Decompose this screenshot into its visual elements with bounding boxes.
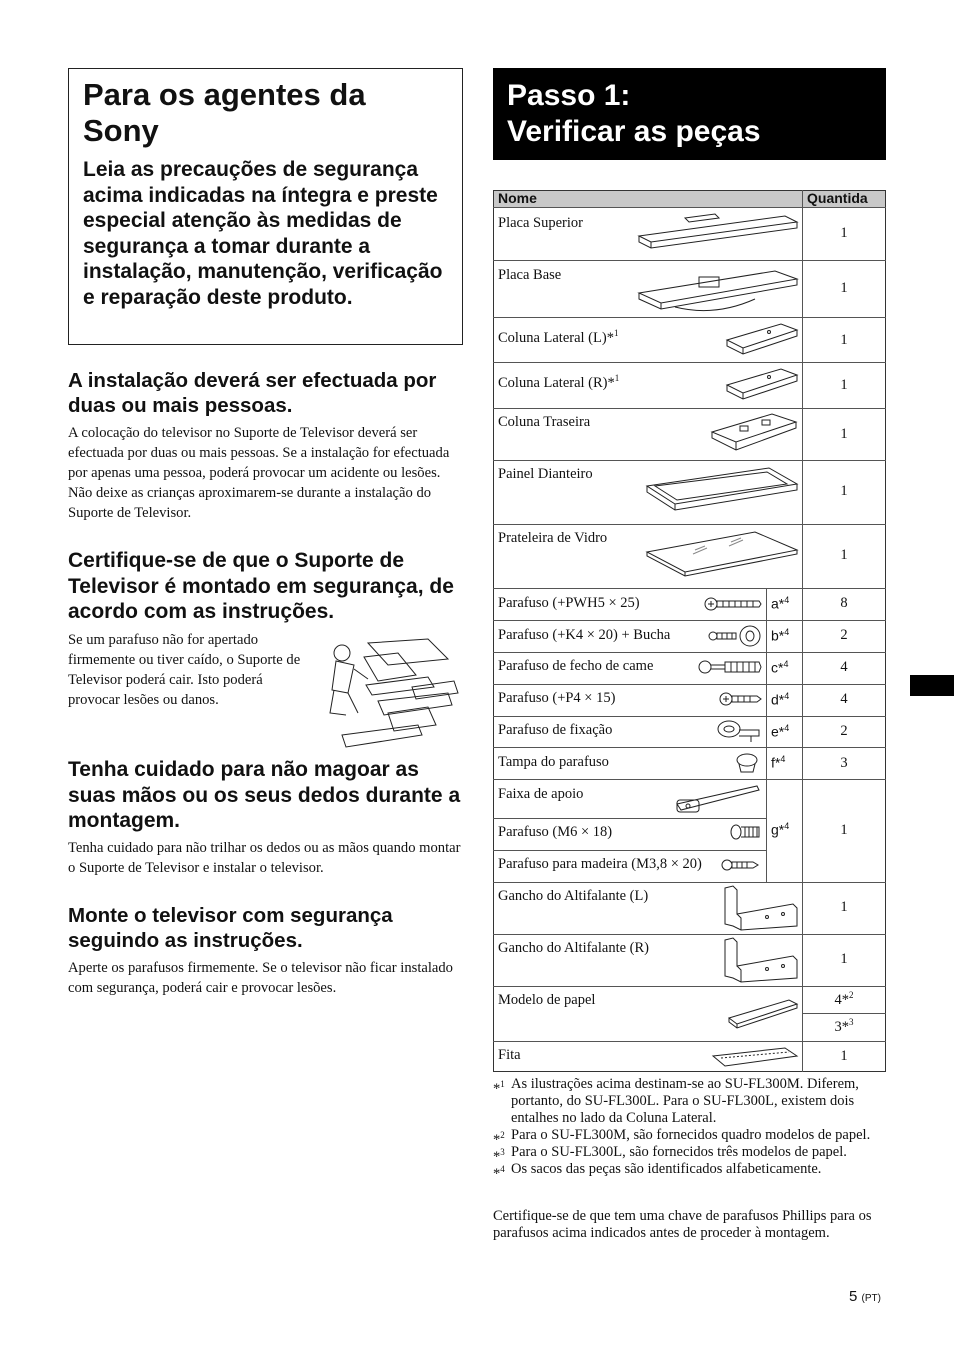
part-letter-e: e*$^4$ (771, 723, 790, 740)
speaker-hook-r-illustration (723, 936, 799, 984)
part-letter-g: g*$^4$ (771, 821, 790, 838)
screw-d-illustration (719, 690, 763, 708)
row-divider (493, 986, 886, 987)
page-number: 5 (PT) (849, 1288, 881, 1305)
footnote: *$^1$ As ilustrações acima destinam-se ao SU-FL300M. Diferem, portanto, do SU-FL300L. Para o SU-FL300L, existem dois entalhes no lado da Coluna Lateral. (493, 1076, 859, 1126)
side-column-l-illustration (725, 322, 800, 360)
part-letter-a: a*$^4$ (771, 595, 790, 612)
header-quantity: Quantida (807, 190, 868, 206)
footnotes (493, 1076, 886, 1182)
row-divider (493, 1041, 886, 1042)
part-qty: 8 (840, 595, 848, 611)
part-qty: 1 (840, 1048, 848, 1064)
part-name-parafuso-m6: Parafuso (M6 × 18) (498, 824, 613, 840)
front-panel-illustration (645, 464, 800, 522)
rear-column-illustration (710, 410, 800, 458)
footnote: *$^3$ Para o SU-FL300L, são fornecidos três modelos de papel. (493, 1144, 847, 1165)
part-name-parafuso-p4: Parafuso (+P4 × 15) (498, 690, 616, 706)
part-name-prateleira-de-vidro: Prateleira de Vidro (498, 530, 608, 546)
row-divider (493, 207, 886, 208)
part-name-modelo-papel: Modelo de papel (498, 992, 596, 1008)
section-heading: Certifique-se de que o Suporte de Televisor é montado em segurança, de acordo com as instruções. (68, 549, 454, 623)
part-qty-l: 3*$^3$ (834, 1017, 854, 1035)
part-qty: 1 (840, 426, 848, 442)
part-name-parafuso-pwh5: Parafuso (+PWH5 × 25) (498, 595, 640, 611)
part-qty: 4 (840, 659, 848, 675)
section-text: Tenha cuidado para não trilhar os dedos ou as mãos quando montar o Suporte de Televisor e instalar o televisor. (68, 839, 461, 876)
part-name-placa-base: Placa Base (498, 267, 562, 283)
parts-table (493, 190, 886, 1072)
part-qty-m: 4*$^2$ (834, 990, 854, 1008)
qty-split-divider (802, 1013, 886, 1014)
section-hands-caution (68, 757, 463, 878)
support-strap-illustration (673, 784, 763, 816)
row-divider (493, 934, 886, 935)
side-language-tab (910, 675, 954, 696)
screw-m6-illustration (729, 823, 763, 841)
step-title-box (493, 68, 886, 160)
section-two-people (68, 368, 463, 523)
box-title: Para os agentes da Sony (83, 77, 366, 148)
row-divider (493, 362, 886, 363)
section-text: Aperte os parafusos firmemente. Se o televisor não ficar instalado com segurança, poderá cair e provocar lesões. (68, 960, 453, 996)
speaker-hook-l-illustration (723, 884, 799, 932)
row-divider (493, 460, 886, 461)
part-letter-f: f*$^4$ (771, 754, 786, 771)
row-divider (493, 524, 886, 525)
part-name-parafuso-k4: Parafuso (+K4 × 20) + Bucha (498, 627, 671, 643)
glass-shelf-illustration (645, 528, 800, 586)
part-qty: 4 (840, 691, 848, 707)
part-qty: 1 (840, 951, 848, 967)
base-plate-illustration (635, 263, 800, 317)
part-name-tampa-parafuso: Tampa do parafuso (498, 754, 609, 770)
part-name-coluna-traseira: Coluna Traseira (498, 414, 591, 430)
part-name-parafuso-came: Parafuso de fecho de came (498, 658, 654, 674)
part-qty: 1 (840, 899, 848, 915)
section-text: A colocação do televisor no Suporte de Televisor deverá ser efectuada por duas ou mais pessoas. Se a instalação for efectuada por apenas uma pessoa, poderá provocar um acidente ou lesões. Não deixe as crianças aproximarem-se durante a instalação do Suporte de Televisor. (68, 425, 450, 521)
part-name-coluna-lateral-l: Coluna Lateral (L)*$^1$ (498, 328, 619, 346)
row-divider (493, 716, 886, 717)
screw-b-illustration (708, 624, 764, 648)
step-title-line1: Passo 1: (507, 79, 631, 112)
step-title-line2: Verificar as peças (507, 115, 761, 148)
section-heading: A instalação deverá ser efectuada por duas ou mais pessoas. (68, 369, 437, 417)
part-qty: 1 (840, 547, 848, 563)
row-divider (493, 882, 886, 883)
section-heading: Tenha cuidado para não magoar as suas mãos ou os seus dedos durante a montagem. (68, 758, 461, 832)
row-divider (493, 317, 886, 318)
part-qty: 1 (840, 483, 848, 499)
part-qty: 1 (840, 280, 848, 296)
footnote: *$^4$ Os sacos das peças são identificados alfabeticamente. (493, 1161, 822, 1182)
row-divider (493, 850, 766, 851)
row-divider (493, 779, 886, 780)
screwdriver-note: Certifique-se de que tem uma chave de parafusos Phillips para os parafusos acima indicados antes de proceder à montagem. (493, 1208, 872, 1241)
part-name-parafuso-madeira: Parafuso para madeira (M3,8 × 20) (498, 856, 702, 872)
part-qty: 1 (840, 377, 848, 393)
part-qty: 1 (840, 225, 848, 241)
wood-screw-illustration (721, 856, 761, 874)
top-plate-illustration (635, 212, 800, 258)
part-name-faixa-apoio: Faixa de apoio (498, 786, 584, 802)
screw-e-illustration (715, 718, 763, 744)
letter-divider (766, 588, 767, 882)
row-divider (493, 747, 886, 748)
paper-template-illustration (727, 996, 799, 1032)
row-divider (493, 818, 766, 819)
part-letter-d: d*$^4$ (771, 691, 790, 708)
header-name: Nome (498, 190, 537, 206)
part-name-fita: Fita (498, 1047, 521, 1063)
part-name-painel-dianteiro: Painel Dianteiro (498, 466, 593, 482)
row-divider (493, 652, 886, 653)
row-divider (493, 408, 886, 409)
part-name-parafuso-fixacao: Parafuso de fixação (498, 722, 613, 738)
row-divider (493, 620, 886, 621)
section-heading: Monte o televisor com segurança seguindo as instruções. (68, 904, 393, 952)
tape-illustration (711, 1044, 801, 1070)
screw-a-illustration (703, 595, 763, 613)
row-divider (493, 684, 886, 685)
screw-c-illustration (697, 657, 763, 677)
side-column-r-illustration (725, 367, 800, 405)
part-qty: 2 (840, 723, 848, 739)
part-letter-c: c*$^4$ (771, 659, 789, 676)
part-qty: 3 (840, 755, 848, 771)
row-divider (493, 588, 886, 589)
part-letter-b: b*$^4$ (771, 627, 790, 644)
part-name-gancho-r: Gancho do Altifalante (R) (498, 940, 649, 956)
screw-cap-illustration (735, 752, 759, 774)
part-name-placa-superior: Placa Superior (498, 215, 583, 231)
row-divider (493, 260, 886, 261)
section-text: Se um parafuso não for apertado firmemente ou tiver caído, o Suporte de Televisor poderá cair. Isto poderá provocar lesões ou danos. (68, 631, 301, 708)
part-qty: 1 (840, 332, 848, 348)
footnote: *$^2$ Para o SU-FL300M, são fornecidos quadro modelos de papel. (493, 1127, 871, 1148)
assembly-illustration (328, 635, 460, 750)
box-text: Leia as precauções de segurança acima indicadas na íntegra e preste especial atenção às medidas de segurança a tomar durante a instalação, manutenção, verificação e reparação deste produto. (83, 158, 443, 309)
sony-agents-box (68, 68, 463, 345)
part-qty: 2 (840, 627, 848, 643)
part-name-coluna-lateral-r: Coluna Lateral (R)*$^1$ (498, 373, 620, 391)
section-mount-safely (68, 903, 463, 998)
part-name-gancho-l: Gancho do Altifalante (L) (498, 888, 649, 904)
part-qty: 1 (840, 822, 848, 838)
